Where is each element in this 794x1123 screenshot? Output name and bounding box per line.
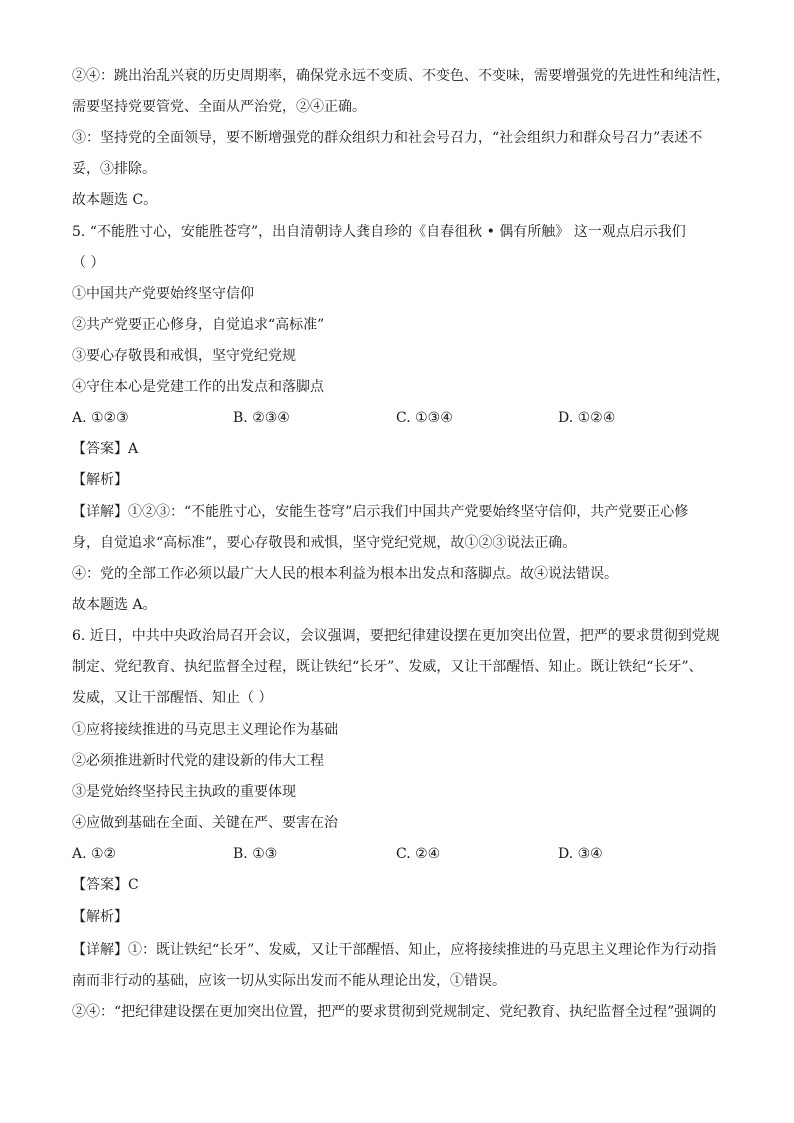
q5-option-d: D. ①②④ xyxy=(558,410,616,426)
q6-option-b: B. ①③ xyxy=(233,846,278,862)
q6-analysis-heading: 【解析】 xyxy=(72,909,128,925)
q6-detail-line: ②④：“把纪律建设摆在更加突出位置，把严的要求贯彻到党规制定、党纪教育、执纪监督全过程”强调的 xyxy=(72,1004,717,1020)
q6-stem: 6. 近日，中共中央政治局召开会议，会议强调，要把纪律建设摆在更加突出位置，把严的要求贯彻到党规 xyxy=(72,628,720,644)
q6-statement: ③是党始终坚持民主执政的重要体现 xyxy=(72,784,296,800)
q6-answer: 【答案】C xyxy=(72,877,139,893)
q5-detail-line: 【详解】①②③：“不能胜寸心，安能生苍穹”启示我们中国共产党要始终坚守信仰，共产党要正心修 xyxy=(72,504,689,520)
q5-statement: ③要心存敬畏和戒惧，坚守党纪党规 xyxy=(72,348,296,364)
q5-statement: ②共产党要正心修身，自觉追求“高标准” xyxy=(72,317,325,333)
q4-explanation-line: ③：坚持党的全面领导，要不断增强党的群众组织力和社会号召力，“社会组织力和群众号召力”表述不 xyxy=(72,130,703,146)
q5-detail-line: 身，自觉追求“高标准”，要心存敬畏和戒惧，坚守党纪党规，故①②③说法正确。 xyxy=(72,535,577,551)
q5-option-a: A. ①②③ xyxy=(72,410,129,426)
q6-statement: ①应将接续推进的马克思主义理论作为基础 xyxy=(72,722,338,738)
q6-statement: ④应做到基础在全面、关键在严、要害在治 xyxy=(72,815,338,831)
q6-detail-line: 【详解】①：既让铁纪“长牙”、发威，又让干部醒悟、知止，应将接续推进的马克思主义理论作为行动指 xyxy=(72,942,717,958)
q5-analysis-heading: 【解析】 xyxy=(72,472,128,488)
q4-conclusion: 故本题选 C。 xyxy=(72,192,158,208)
q4-explanation-line: ②④：跳出治乱兴衰的历史周期率，确保党永远不变质、不变色、不变味，需要增强党的先进性和纯洁性， xyxy=(72,68,730,84)
q5-conclusion: 故本题选 A。 xyxy=(72,597,157,613)
q6-option-a: A. ①② xyxy=(72,846,117,862)
q5-stem: 5. “不能胜寸心，安能胜苍穹”，出自清朝诗人龚自珍的《自春徂秋 • 偶有所触》 这一观点启示我们 xyxy=(72,224,686,240)
q6-stem: 制定、党纪教育、执纪监督全过程，既让铁纪“长牙”、发威，又让干部醒悟、知止。既让铁纪“长牙”、 xyxy=(72,659,703,675)
q5-stem-blank: （ ） xyxy=(72,255,105,271)
q6-statement: ②必须推进新时代党的建设新的伟大工程 xyxy=(72,753,324,769)
q5-statement: ①中国共产党要始终坚守信仰 xyxy=(72,286,254,302)
q6-option-c: C. ②④ xyxy=(396,846,441,862)
q6-detail-line: 南而非行动的基础，应该一切从实际出发而不能从理论出发，①错误。 xyxy=(72,973,506,989)
q4-explanation-line: 需要坚持党要管党、全面从严治党，②④正确。 xyxy=(72,99,366,115)
q5-option-b: B. ②③④ xyxy=(233,410,290,426)
q5-statement: ④守住本心是党建工作的出发点和落脚点 xyxy=(72,379,324,395)
q5-detail-line: ④：党的全部工作必须以最广大人民的根本利益为根本出发点和落脚点。故④说法错误。 xyxy=(72,566,618,582)
q4-explanation-line: 妥，③排除。 xyxy=(72,161,156,177)
q6-stem-blank: 发威，又让干部醒悟、知止（ ） xyxy=(72,690,273,706)
q5-option-c: C. ①③④ xyxy=(396,410,453,426)
q5-answer: 【答案】A xyxy=(72,441,139,457)
q6-option-d: D. ③④ xyxy=(558,846,603,862)
